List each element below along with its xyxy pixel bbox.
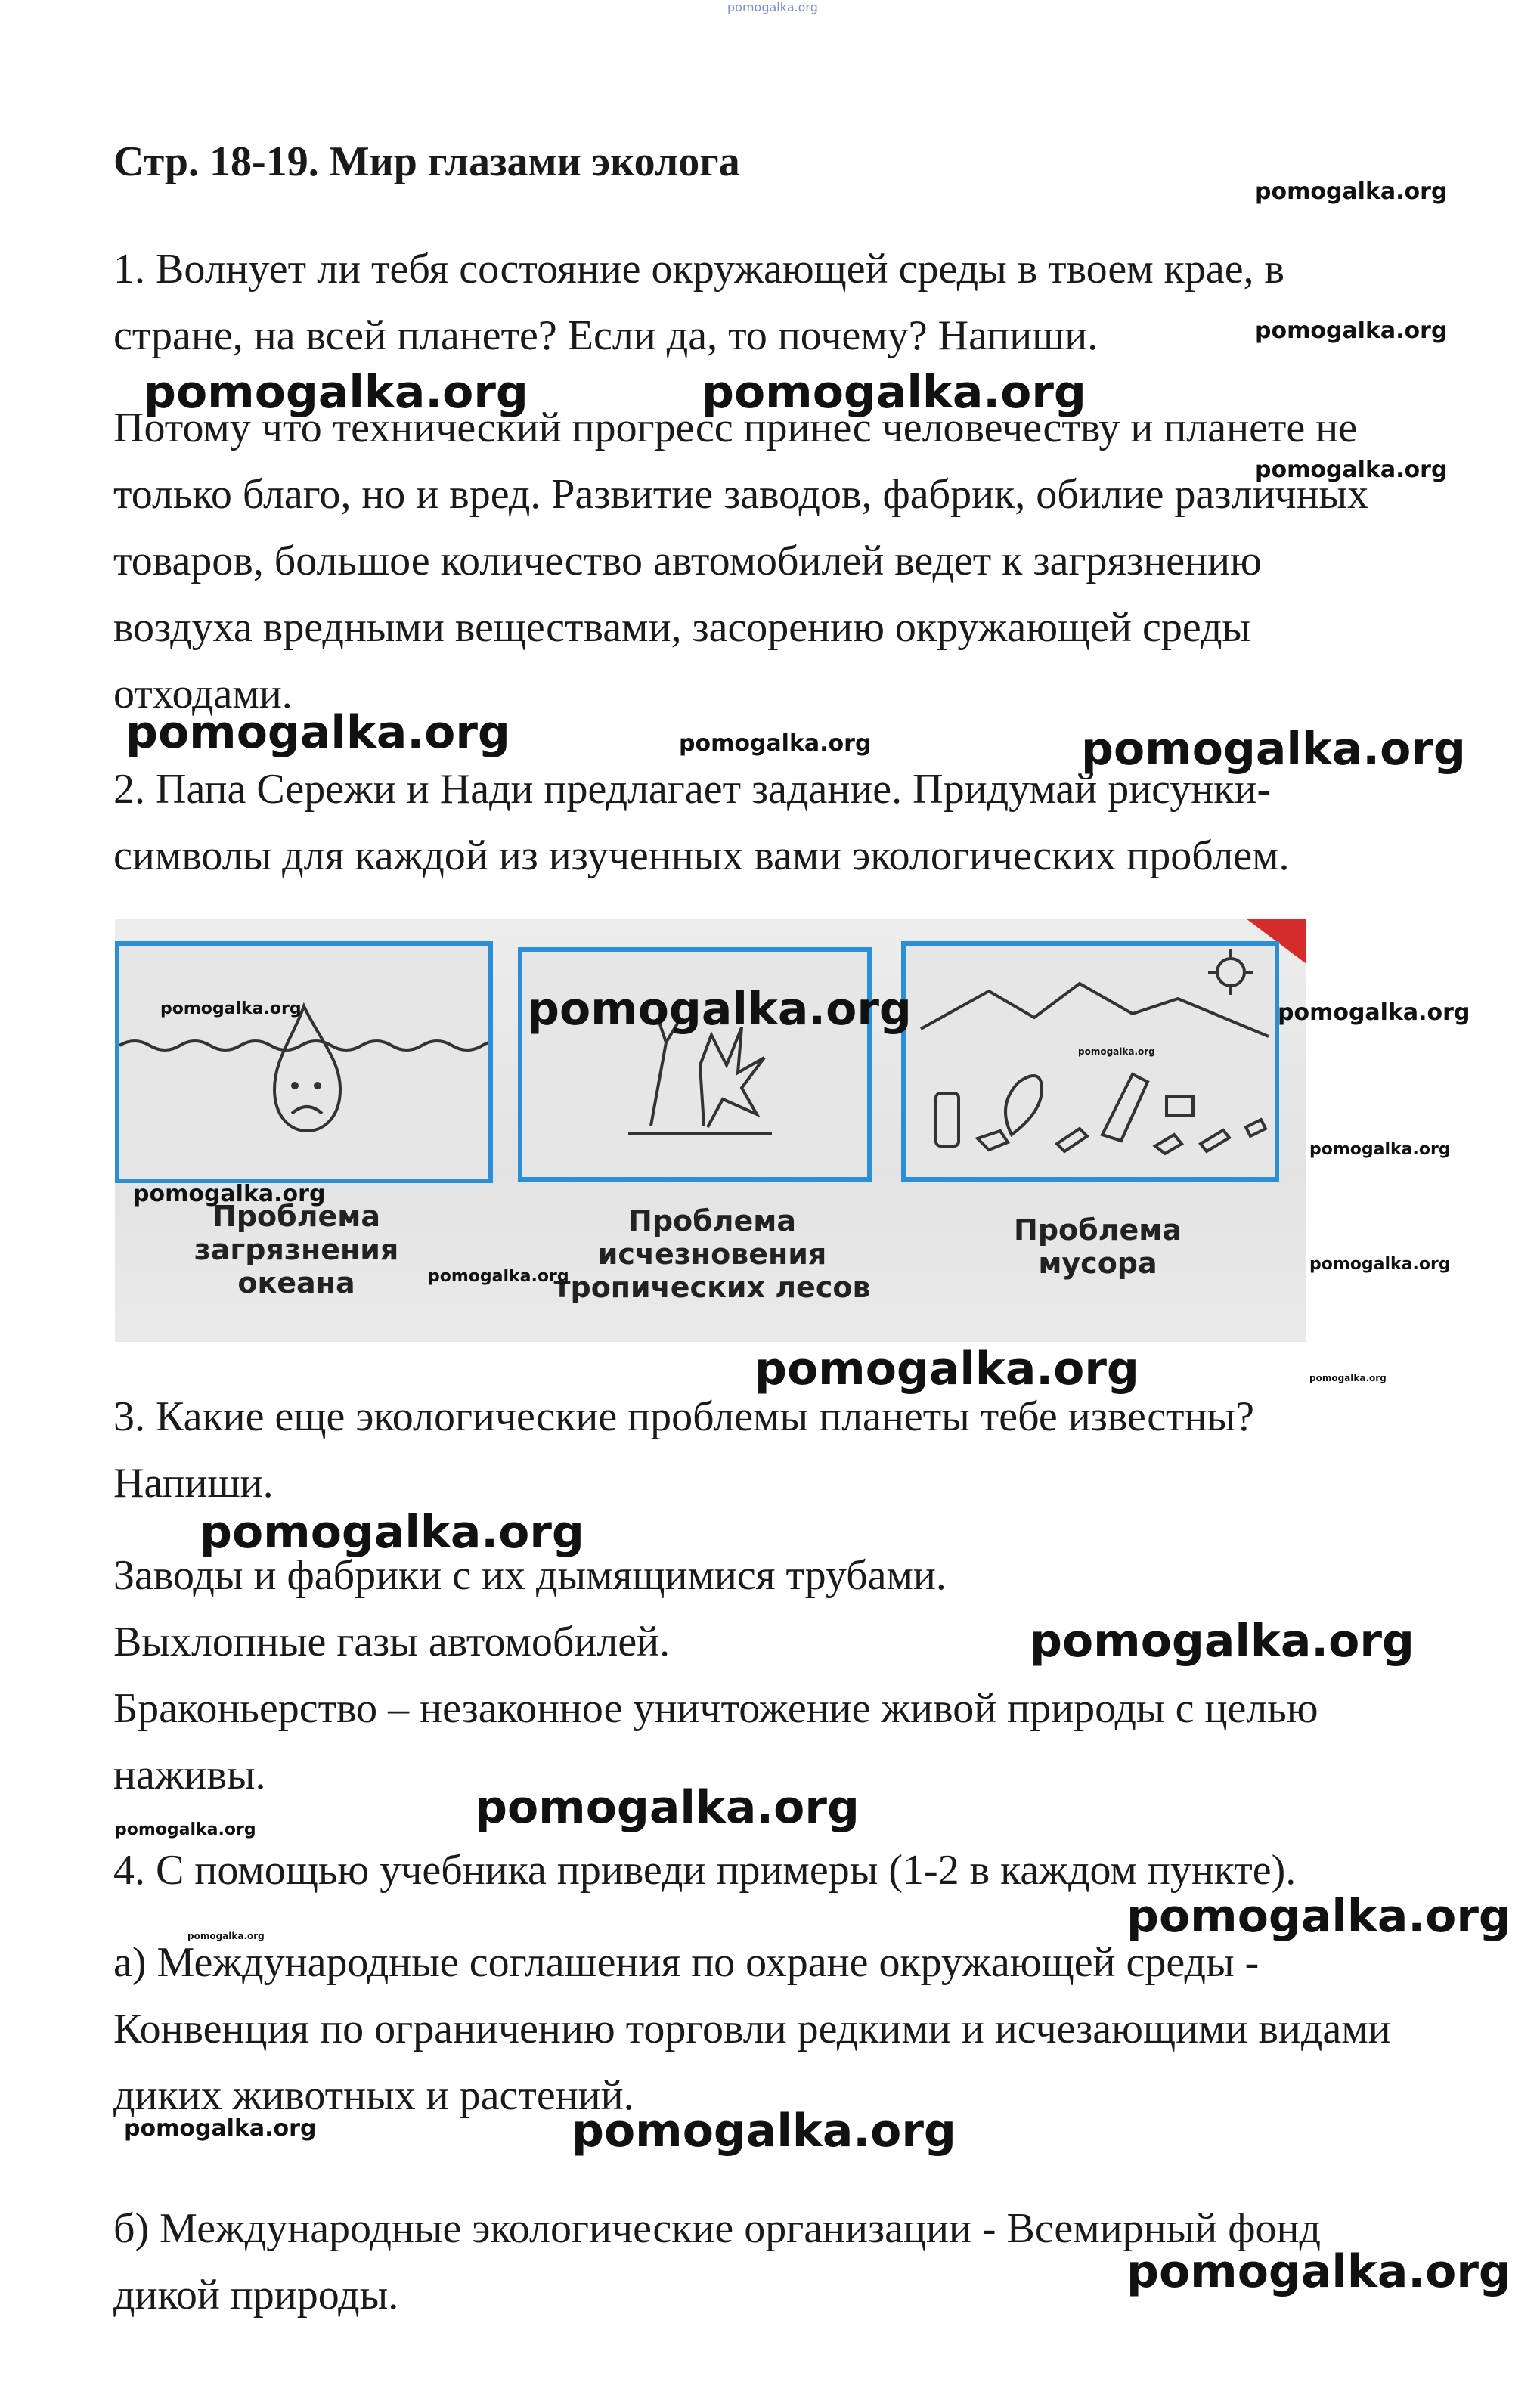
answer-1-line-3: товаров, большое количество автомобилей ведет к загрязнению: [113, 537, 1262, 584]
watermark: pomogalka.org: [475, 1781, 860, 1834]
watermark: pomogalka.org: [702, 366, 1086, 419]
caption-forests-line-2: исчезновения: [597, 1238, 827, 1271]
watermark: pomogalka.org: [1309, 1373, 1387, 1383]
watermark: pomogalka.org: [1255, 457, 1448, 483]
answer-4b-line-1: б) Международные экологические организации - Всемирный фонд: [113, 2205, 1321, 2252]
watermark: pomogalka.org: [1309, 1140, 1451, 1159]
answer-1-line-1: Потому что технический прогресс принес человечеству и планете не: [113, 404, 1358, 451]
watermark: pomogalka.org: [1126, 1890, 1511, 1943]
question-1-line-2: стране, на всей планете? Если да, то почему? Напиши.: [113, 312, 1098, 359]
answer-3-line-1: Заводы и фабрики с их дымящимися трубами.: [113, 1552, 947, 1599]
watermark: pomogalka.org: [1255, 178, 1448, 205]
answer-4b-line-2: дикой природы.: [113, 2272, 399, 2319]
panel-ocean-pollution: [115, 941, 493, 1183]
garbage-landscape-icon: [906, 946, 1275, 1177]
watermark: pomogalka.org: [1078, 1046, 1155, 1057]
watermark: pomogalka.org: [200, 1506, 584, 1559]
watermark: pomogalka.org: [428, 1267, 569, 1286]
caption-ocean-line-3: океана: [237, 1266, 355, 1300]
question-3-line-1: 3. Какие еще экологические проблемы планеты тебе известны?: [113, 1393, 1254, 1440]
watermark: pomogalka.org: [1030, 1615, 1415, 1668]
caption-garbage-line-2: мусора: [1038, 1247, 1157, 1280]
watermark: pomogalka.org: [755, 1343, 1139, 1396]
answer-4a-line-1: а) Международные соглашения по охране окружающей среды -: [113, 1939, 1260, 1986]
question-1-line-1: 1. Волнует ли тебя состояние окружающей среды в твоем крае, в: [113, 246, 1284, 293]
answer-4a-line-2: Конвенция по ограничению торговли редкими и исчезающими видами: [113, 2006, 1391, 2052]
answer-3-line-3: Браконьерство – незаконное уничтожение живой природы с целью: [113, 1685, 1318, 1732]
watermark: pomogalka.org: [133, 1181, 326, 1207]
answer-1-line-5: отходами.: [113, 671, 293, 717]
watermark: pomogalka.org: [572, 2105, 956, 2158]
question-2-line-2: символы для каждой из изученных вами экологических проблем.: [113, 832, 1290, 879]
watermark: pomogalka.org: [1309, 1255, 1451, 1274]
watermark: pomogalka.org: [144, 366, 528, 419]
watermark: pomogalka.org: [1278, 999, 1470, 1026]
question-4-line: 4. С помощью учебника приведи примеры (1-2 в каждом пункте).: [113, 1847, 1297, 1894]
answer-1-line-4: воздуха вредными веществами, засорению окружающей среды: [113, 604, 1251, 651]
watermark: pomogalka.org: [1255, 318, 1448, 344]
answer-3-line-4: наживы.: [113, 1752, 266, 1798]
answer-1-line-2: только благо, но и вред. Развитие заводов, фабрик, обилие различных: [113, 471, 1369, 518]
watermark: pomogalka.org: [125, 706, 510, 759]
question-2-line-1: 2. Папа Сережи и Нади предлагает задание. Придумай рисунки-: [113, 766, 1272, 813]
question-3-line-2: Напиши.: [113, 1460, 274, 1507]
watermark: pomogalka.org: [187, 1931, 265, 1941]
eco-symbols-figure: [115, 919, 1306, 1342]
watermark-top: pomogalka.org: [727, 0, 818, 14]
caption-forests-line-3: тропических лесов: [553, 1271, 871, 1304]
watermark: pomogalka.org: [1081, 723, 1466, 776]
page-title: Стр. 18-19. Мир глазами эколога: [113, 138, 740, 185]
watermark: pomogalka.org: [1126, 2245, 1511, 2298]
watermark: pomogalka.org: [115, 1820, 256, 1839]
caption-ocean-line-2: загрязнения: [194, 1233, 399, 1266]
sad-water-drop-icon: [119, 946, 488, 1179]
caption-forests-line-1: Проблема: [628, 1204, 796, 1238]
panel-garbage: [901, 941, 1279, 1182]
caption-ocean-line-1: Проблема: [212, 1200, 380, 1233]
watermark: pomogalka.org: [527, 983, 912, 1036]
answer-4a-line-3: диких животных и растений.: [113, 2072, 634, 2119]
watermark: pomogalka.org: [679, 730, 872, 757]
watermark: pomogalka.org: [124, 2115, 317, 2142]
caption-garbage-line-1: Проблема: [1014, 1213, 1182, 1247]
watermark: pomogalka.org: [160, 999, 302, 1018]
answer-3-line-2: Выхлопные газы автомобилей.: [113, 1619, 671, 1665]
